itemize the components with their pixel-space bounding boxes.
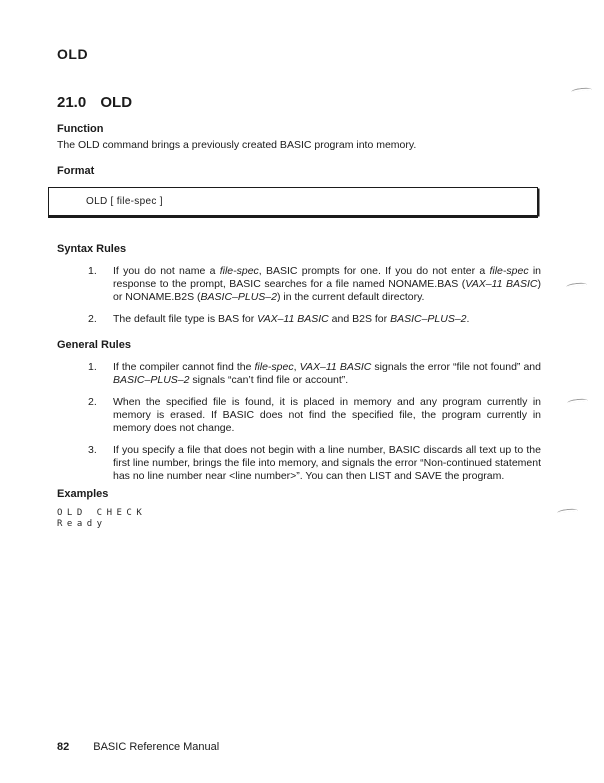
- format-box: [48, 187, 538, 218]
- function-heading: Function: [57, 123, 104, 135]
- format-syntax: OLD [ file-spec ]: [86, 196, 163, 207]
- rule-text: If you specify a file that does not begin with a line number, BASIC discards all text up to the first line number, brings the file into memory, and signals the error “Non-continued statement has no line number near <line number>”. You can then LIST and SAVE the program.: [113, 444, 541, 482]
- syntax-rule-item: [57, 313, 541, 326]
- running-head: OLD: [57, 46, 89, 62]
- rule-text: If you do not name a file-spec, BASIC prompts for one. If you do not enter a file-spec in response to the prompt, BASIC searches for a file named NONAME.BAS (VAX–11 BASIC) or NONAME.B2S (BASIC–PLUS–2) in the current default directory.: [113, 265, 542, 303]
- rule-text: The default file type is BAS for VAX–11 BASIC and B2S for BASIC–PLUS–2.: [113, 313, 470, 325]
- rule-number: 1.: [88, 265, 97, 277]
- page-content: [57, 46, 541, 530]
- scan-artifact-mark: [567, 398, 588, 403]
- scan-artifact-mark: [557, 508, 578, 513]
- page-footer: [57, 741, 219, 754]
- rule-number: 2.: [88, 313, 97, 325]
- example-command-line: OLD CHECK: [57, 508, 147, 518]
- syntax-rules-list: [57, 265, 541, 326]
- rule-number: 2.: [88, 396, 97, 408]
- manual-title: BASIC Reference Manual: [93, 741, 220, 753]
- function-description: The OLD command brings a previously created BASIC program into memory.: [57, 139, 417, 151]
- general-rule-item: [57, 361, 541, 387]
- general-rule-item: [57, 396, 541, 435]
- examples-heading: Examples: [57, 488, 109, 500]
- scan-artifact-mark: [566, 282, 587, 287]
- syntax-rule-item: [57, 265, 541, 304]
- page-number: 82: [57, 741, 70, 753]
- rule-number: 1.: [88, 361, 97, 373]
- scan-artifact-mark: [571, 87, 592, 92]
- section-number: 21.0: [57, 94, 87, 111]
- syntax-rules-heading: Syntax Rules: [57, 243, 127, 255]
- rule-text: When the specified file is found, it is placed in memory and any program currently in memory is erased. If BASIC does not find the specified file, the program currently in memory does not change.: [113, 396, 541, 434]
- rule-text: If the compiler cannot find the file-spec, VAX–11 BASIC signals the error “file not found” and BASIC–PLUS–2 signals “can’t find file or account”.: [113, 361, 541, 386]
- example-ready-prompt: Ready: [57, 519, 107, 529]
- format-heading: Format: [57, 165, 95, 177]
- example-terminal-output: [57, 508, 541, 530]
- rule-number: 3.: [88, 444, 97, 456]
- general-rule-item: [57, 444, 541, 483]
- general-rules-list: [57, 361, 541, 483]
- general-rules-heading: General Rules: [57, 339, 131, 351]
- section-name: OLD: [100, 94, 133, 111]
- section-title: [57, 94, 541, 112]
